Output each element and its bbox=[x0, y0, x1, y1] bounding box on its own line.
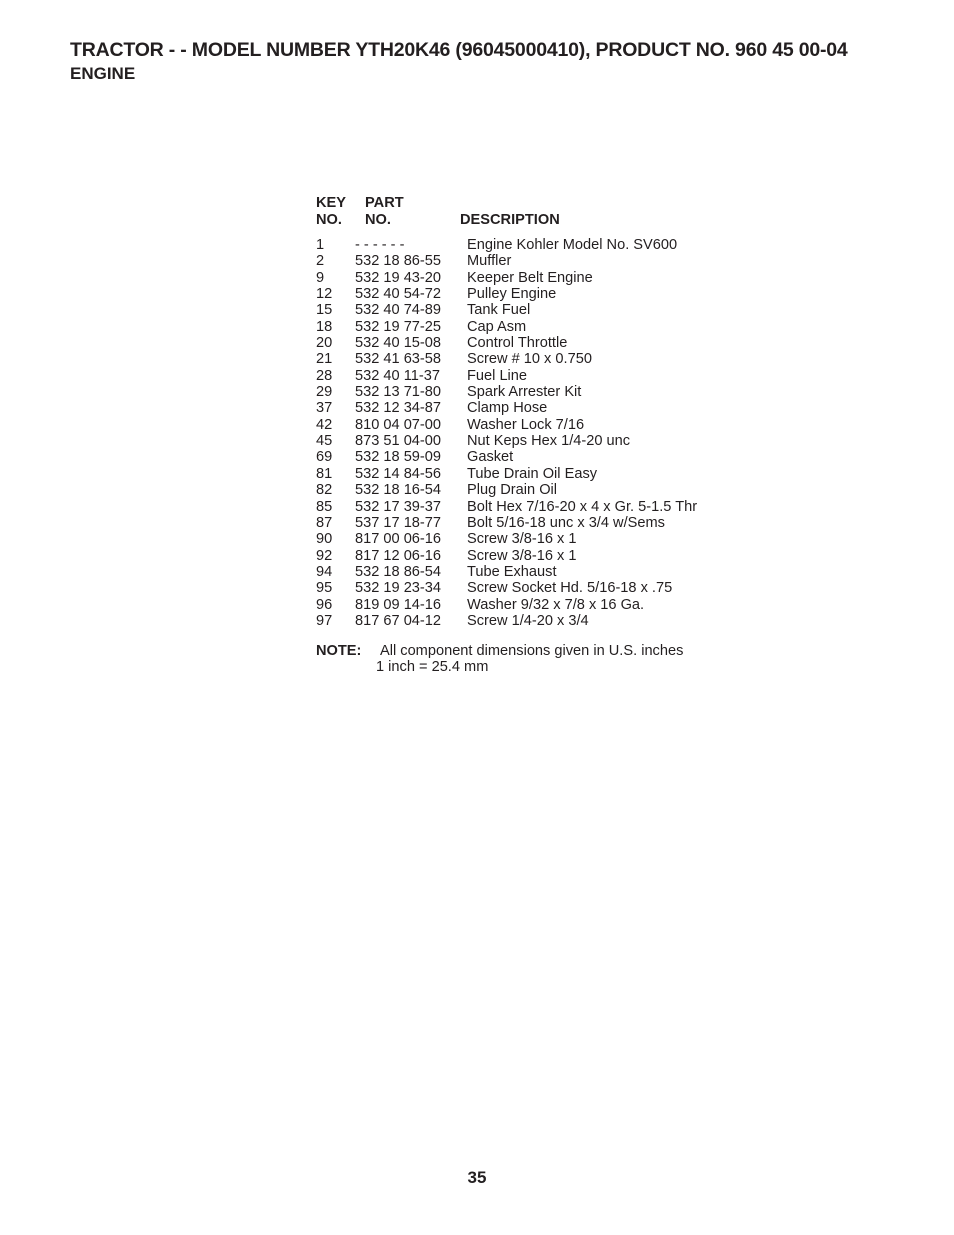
key-no: 21 bbox=[316, 351, 333, 368]
part-no: 532 40 74-89 bbox=[355, 302, 442, 319]
part-description: Gasket bbox=[467, 449, 514, 466]
part-description: Keeper Belt Engine bbox=[467, 269, 593, 286]
part-no: 532 18 86-54 bbox=[355, 563, 442, 580]
key-no: 37 bbox=[316, 400, 333, 417]
part-description: Cap Asm bbox=[467, 318, 527, 335]
part-description: Muffler bbox=[467, 253, 512, 270]
key-no: 18 bbox=[316, 318, 333, 335]
part-no: 537 17 18-77 bbox=[355, 514, 442, 531]
part-no: 532 40 11-37 bbox=[355, 367, 440, 384]
key-no: 9 bbox=[316, 269, 325, 286]
part-description: Screw 1/4-20 x 3/4 bbox=[467, 612, 589, 629]
key-no: 28 bbox=[316, 367, 333, 384]
key-no: 42 bbox=[316, 416, 333, 433]
part-no: 532 17 39-37 bbox=[355, 498, 442, 515]
key-no: 87 bbox=[316, 514, 333, 531]
part-no: 532 18 86-55 bbox=[355, 253, 442, 270]
note-text-line2: 1 inch = 25.4 mm bbox=[376, 659, 489, 676]
part-description: Screw # 10 x 0.750 bbox=[467, 351, 592, 368]
part-description: Tube Exhaust bbox=[467, 563, 557, 580]
part-no: 810 04 07-00 bbox=[355, 416, 442, 433]
key-no: 15 bbox=[316, 302, 333, 319]
part-no: - - - - - - bbox=[355, 237, 405, 253]
part-no: 819 09 14-16 bbox=[355, 596, 442, 613]
key-no: 90 bbox=[316, 531, 333, 548]
part-no: 817 12 06-16 bbox=[355, 547, 442, 564]
key-no: 94 bbox=[316, 563, 333, 580]
key-no: 82 bbox=[316, 482, 333, 499]
part-no: 532 40 15-08 bbox=[355, 335, 442, 352]
key-no: 95 bbox=[316, 580, 333, 597]
key-no: 20 bbox=[316, 335, 333, 352]
page-title: TRACTOR - - MODEL NUMBER YTH20K46 (96045000410), PRODUCT NO. 960 45 00-04 bbox=[70, 39, 848, 61]
part-description: Washer 9/32 x 7/8 x 16 Ga. bbox=[467, 596, 645, 613]
part-no: 873 51 04-00 bbox=[355, 433, 442, 450]
part-no: 532 19 77-25 bbox=[355, 318, 442, 335]
part-description: Plug Drain Oil bbox=[467, 482, 558, 499]
key-no: 12 bbox=[316, 286, 333, 303]
part-no: 532 19 43-20 bbox=[355, 269, 442, 286]
key-no: 1 bbox=[316, 237, 325, 253]
part-description: Clamp Hose bbox=[467, 400, 548, 417]
part-description: Bolt 5/16-18 unc x 3/4 w/Sems bbox=[467, 514, 665, 531]
key-no: 97 bbox=[316, 612, 333, 629]
key-no: 69 bbox=[316, 449, 333, 466]
part-description: Tube Drain Oil Easy bbox=[467, 465, 598, 482]
part-description: Tank Fuel bbox=[467, 302, 531, 319]
key-no: 85 bbox=[316, 498, 333, 515]
part-description: Control Throttle bbox=[467, 335, 568, 352]
key-no: 29 bbox=[316, 384, 333, 401]
part-description: Screw Socket Hd. 5/16-18 x .75 bbox=[467, 580, 673, 597]
part-description: Washer Lock 7/16 bbox=[467, 416, 585, 433]
page-number: 35 bbox=[467, 1168, 487, 1187]
part-no: 532 18 16-54 bbox=[355, 482, 442, 499]
key-no: 45 bbox=[316, 433, 333, 450]
section-subtitle: ENGINE bbox=[70, 64, 136, 83]
description-header: DESCRIPTION bbox=[460, 212, 560, 228]
part-no: 532 41 63-58 bbox=[355, 351, 442, 368]
note-text-line1: All component dimensions given in U.S. inches bbox=[380, 643, 684, 660]
part-no: 532 40 54-72 bbox=[355, 286, 442, 303]
key-no: 92 bbox=[316, 547, 333, 564]
part-description: Pulley Engine bbox=[467, 286, 557, 303]
key-no: 96 bbox=[316, 596, 333, 613]
part-description: Bolt Hex 7/16-20 x 4 x Gr. 5-1.5 Thr bbox=[467, 498, 698, 515]
part-description: Spark Arrester Kit bbox=[467, 384, 582, 401]
part-description: Screw 3/8-16 x 1 bbox=[467, 547, 577, 564]
part-no: 532 19 23-34 bbox=[355, 580, 442, 597]
part-no: 817 67 04-12 bbox=[355, 612, 442, 629]
part-description: Nut Keps Hex 1/4-20 unc bbox=[467, 433, 631, 450]
part-description: Engine Kohler Model No. SV600 bbox=[467, 237, 678, 253]
part-no: 532 12 34-87 bbox=[355, 400, 442, 417]
part-no: 532 18 59-09 bbox=[355, 449, 442, 466]
part-no: 532 14 84-56 bbox=[355, 465, 442, 482]
key-no-header: KEY NO. bbox=[316, 195, 347, 228]
part-description: Screw 3/8-16 x 1 bbox=[467, 531, 577, 548]
part-description: Fuel Line bbox=[467, 367, 528, 384]
part-no-header: PART NO. bbox=[365, 195, 404, 228]
part-no: 817 00 06-16 bbox=[355, 531, 442, 548]
key-no: 2 bbox=[316, 253, 325, 270]
part-no: 532 13 71-80 bbox=[355, 384, 442, 401]
note-label: NOTE: bbox=[316, 643, 362, 660]
key-no: 81 bbox=[316, 465, 333, 482]
